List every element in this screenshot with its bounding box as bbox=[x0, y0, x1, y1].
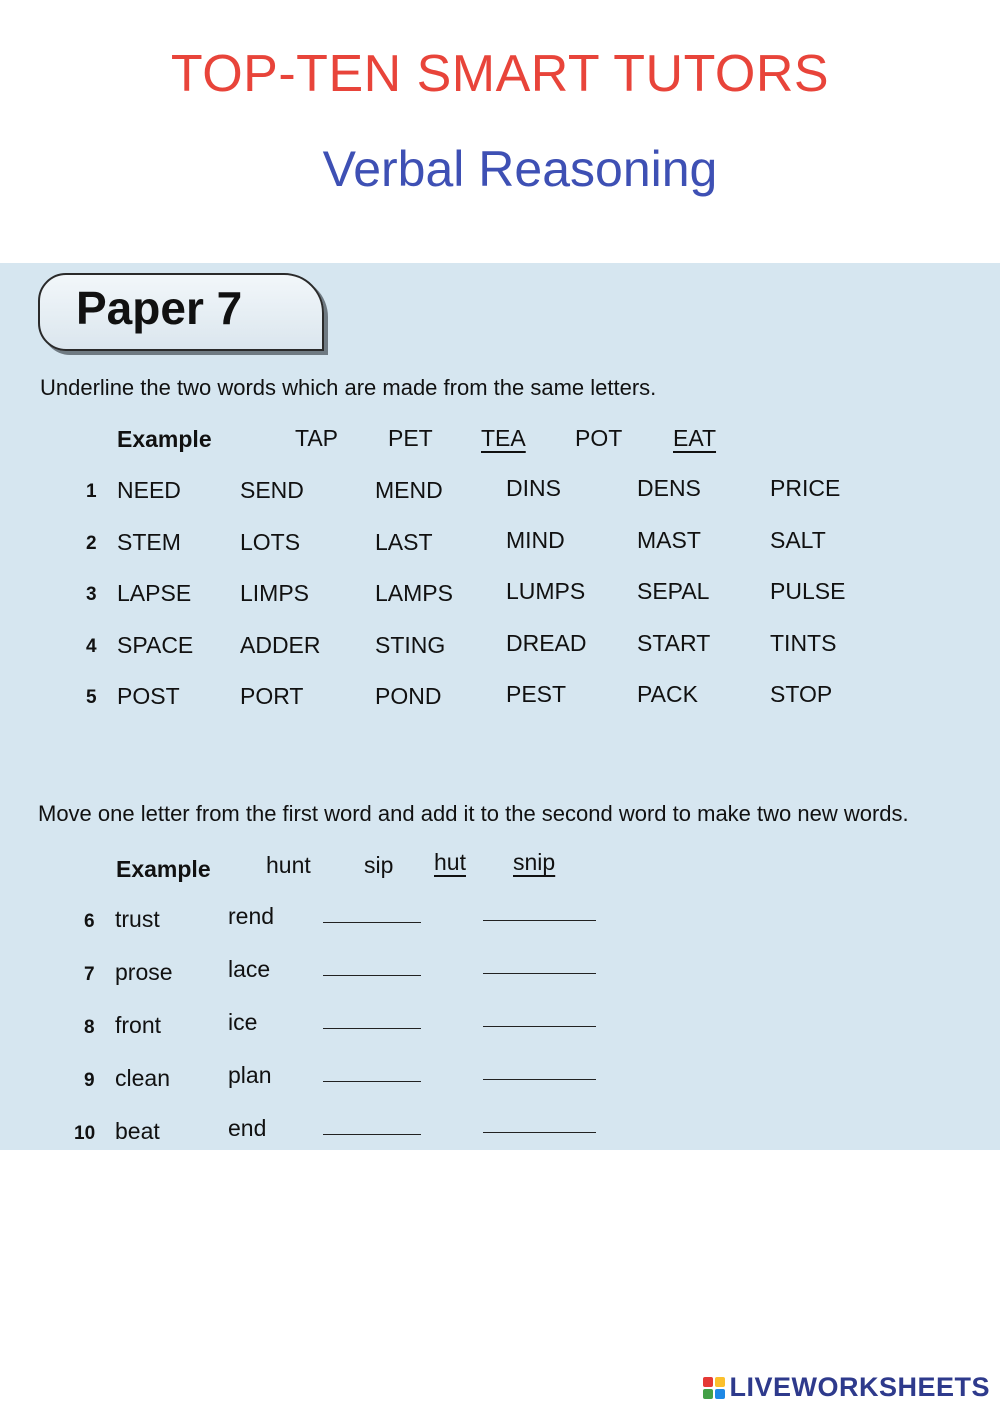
example-word: hunt bbox=[266, 852, 311, 878]
answer-blank-1[interactable] bbox=[323, 975, 421, 976]
word-option[interactable]: LAPSE bbox=[117, 580, 192, 606]
answer-blank-2[interactable] bbox=[483, 1026, 596, 1027]
word-option[interactable]: SEPAL bbox=[637, 578, 710, 604]
answer-blank-1[interactable] bbox=[323, 1081, 421, 1082]
word-option[interactable]: SALT bbox=[770, 526, 826, 553]
question-number: 10 bbox=[74, 1123, 96, 1144]
word-option[interactable]: SEND bbox=[240, 477, 304, 503]
example-word-underlined: EAT bbox=[673, 425, 717, 451]
question-number: 6 bbox=[84, 911, 95, 932]
section1-instruction: Underline the two words which are made from the same letters. bbox=[40, 375, 657, 400]
question-number: 5 bbox=[86, 687, 97, 708]
question-number: 9 bbox=[84, 1070, 95, 1091]
word-option[interactable]: MIND bbox=[506, 526, 565, 553]
second-word: plan bbox=[228, 1062, 272, 1088]
example-word-underlined: TEA bbox=[481, 425, 526, 451]
first-word: beat bbox=[115, 1118, 160, 1144]
question-number: 4 bbox=[86, 635, 97, 657]
example-word: sip bbox=[364, 852, 394, 878]
section1-example-label: Example bbox=[117, 426, 212, 452]
word-option[interactable]: ADDER bbox=[240, 631, 321, 658]
answer-blank-2[interactable] bbox=[483, 920, 596, 921]
example-word: TAP bbox=[295, 425, 339, 451]
word-option[interactable]: PORT bbox=[240, 683, 304, 709]
section2-instruction: Move one letter from the first word and add it to the second word to make two new words. bbox=[38, 801, 909, 826]
word-option[interactable]: SPACE bbox=[117, 631, 194, 658]
word-option[interactable]: LAMPS bbox=[375, 580, 453, 606]
word-option[interactable]: DENS bbox=[637, 475, 701, 501]
answer-blank-2[interactable] bbox=[483, 1079, 596, 1080]
answer-blank-1[interactable] bbox=[323, 922, 421, 923]
question-number: 2 bbox=[86, 532, 97, 554]
word-option[interactable]: PULSE bbox=[770, 578, 846, 604]
paper-heading: Paper 7 bbox=[76, 282, 243, 334]
page-subtitle: Verbal Reasoning bbox=[322, 141, 718, 197]
example-answer-2: snip bbox=[513, 849, 556, 875]
word-option[interactable]: POND bbox=[375, 683, 442, 709]
first-word: clean bbox=[115, 1065, 170, 1091]
brand-name: LIVEWORKSHEETS bbox=[729, 1372, 990, 1402]
word-option[interactable]: POST bbox=[117, 683, 180, 709]
second-word: ice bbox=[228, 1009, 258, 1035]
word-option[interactable]: LUMPS bbox=[506, 578, 586, 604]
word-option[interactable]: PACK bbox=[637, 681, 698, 707]
paper-heading-tab bbox=[38, 273, 324, 351]
second-word: rend bbox=[228, 903, 275, 929]
first-word: front bbox=[115, 1012, 162, 1038]
word-option[interactable]: STING bbox=[375, 631, 446, 658]
second-word: lace bbox=[228, 956, 271, 982]
example-word: POT bbox=[575, 425, 623, 451]
answer-blank-1[interactable] bbox=[323, 1134, 421, 1135]
question-number: 1 bbox=[86, 481, 97, 502]
word-option[interactable]: MAST bbox=[637, 526, 701, 553]
word-option[interactable]: LOTS bbox=[240, 528, 301, 555]
example-answer-1: hut bbox=[434, 849, 466, 875]
second-word: end bbox=[228, 1115, 267, 1141]
question-number: 7 bbox=[84, 964, 95, 985]
word-option[interactable]: PRICE bbox=[770, 475, 841, 501]
section2-example-label: Example bbox=[116, 856, 211, 882]
liveworksheets-brand bbox=[703, 1372, 990, 1403]
page-title: TOP-TEN SMART TUTORS bbox=[170, 45, 830, 103]
word-option[interactable]: STEM bbox=[117, 528, 181, 555]
answer-blank-2[interactable] bbox=[483, 1132, 596, 1133]
first-word: prose bbox=[115, 959, 173, 985]
answer-blank-1[interactable] bbox=[323, 1028, 421, 1029]
example-word: PET bbox=[388, 425, 433, 451]
word-option[interactable]: MEND bbox=[375, 477, 443, 503]
question-number: 3 bbox=[86, 584, 97, 605]
word-option[interactable]: LAST bbox=[375, 528, 433, 555]
word-option[interactable]: DINS bbox=[506, 475, 561, 501]
first-word: trust bbox=[115, 906, 160, 932]
word-option[interactable]: DREAD bbox=[506, 629, 587, 656]
word-option[interactable]: PEST bbox=[506, 681, 567, 707]
liveworksheets-logo-icon bbox=[703, 1377, 725, 1399]
word-option[interactable]: NEED bbox=[117, 477, 181, 503]
question-number: 8 bbox=[84, 1017, 95, 1038]
word-option[interactable]: START bbox=[637, 629, 711, 656]
worksheet-scan bbox=[0, 263, 1000, 1150]
word-option[interactable]: STOP bbox=[770, 681, 833, 707]
answer-blank-2[interactable] bbox=[483, 973, 596, 974]
word-option[interactable]: LIMPS bbox=[240, 580, 310, 606]
word-option[interactable]: TINTS bbox=[770, 629, 837, 656]
